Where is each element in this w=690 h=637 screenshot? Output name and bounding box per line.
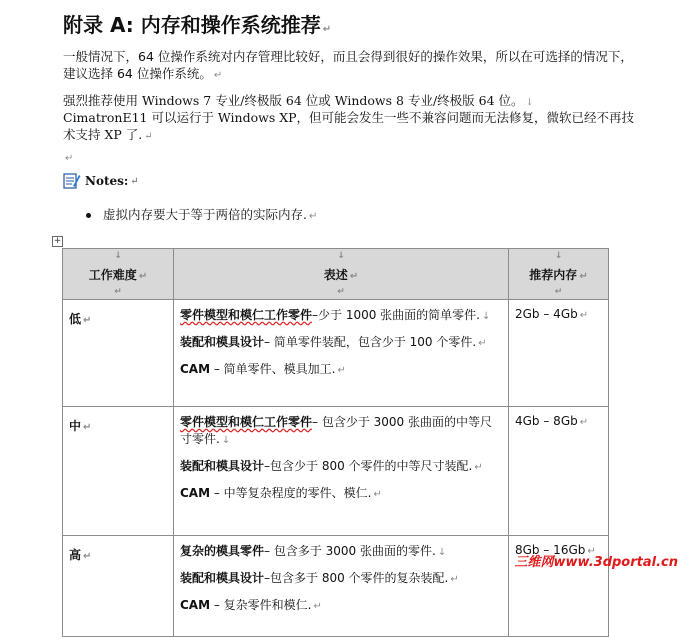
intro-paragraph: 一般情况下，64 位操作系统对内存管理比较好，而且会得到很好的操作效果，所以在可选择的情况下，建议选择 64 位操作系统。 ↵ (63, 49, 633, 81)
table-move-handle[interactable]: + (53, 236, 62, 246)
table-header-row (63, 249, 609, 300)
memory-table (62, 248, 609, 637)
header-description: ↓ 表述 ↵ ↵ (174, 249, 509, 300)
memory-cell: 4Gb – 8Gb ↵ (509, 407, 609, 536)
watermark: 三维网www.3dportal.cn (514, 555, 678, 570)
xp-paragraph: CimatronE11 可以运行于 Windows XP，但可能会发生一些不兼容问题而无法修复，微软已经不再技术支持 XP 了. ↵ (63, 110, 635, 142)
header-difficulty: ↓ 工作难度 ↵ ↵ (63, 249, 174, 300)
description-cell: 复杂的模具零件– 包含多于 3000 张曲面的零件. ↓ 装配和模具设计–包含多于 800 个零件的复杂装配. ↵ CAM – 复杂零件和模仁. ↵ (174, 536, 509, 637)
notes-heading: Notes: ↵ (63, 172, 139, 190)
description-cell: 零件模型和模仁工作零件–少于 1000 张曲面的简单零件. ↓ 装配和模具设计– 简单零件装配，包含少于 100 个零件. ↵ CAM – 简单零件、模具加工. ↵ (174, 300, 509, 407)
level-cell: 中 ↵ (63, 407, 174, 536)
header-memory: ↓ 推荐内存 ↵ ↵ (509, 249, 609, 300)
table-row (63, 300, 609, 407)
memory-cell: 2Gb – 4Gb ↵ (509, 300, 609, 407)
recommendation-paragraph: 强烈推荐使用 Windows 7 专业/终极版 64 位或 Windows 8 专业/终极版 64 位。 ↓ (63, 93, 534, 108)
description-cell: 零件模型和模仁工作零件– 包含少于 3000 张曲面的中等尺寸零件. ↓ 装配和模具设计–包含少于 800 个零件的中等尺寸装配. ↵ CAM – 中等复杂程度的零件、模仁. ↵ (174, 407, 509, 536)
paragraph-mark: ↵ (65, 153, 74, 164)
level-cell: 高 ↵ (63, 536, 174, 637)
memory-cell: 8Gb – 16Gb ↵ (509, 536, 609, 637)
note-bullet: 虚拟内存要大于等于两倍的实际内存. ↵ (86, 205, 317, 223)
notes-icon (63, 172, 81, 190)
level-cell: 低 ↵ (63, 300, 174, 407)
table-row (63, 407, 609, 536)
page-title: 附录 A: 内存和操作系统推荐 ↵ (63, 13, 332, 37)
